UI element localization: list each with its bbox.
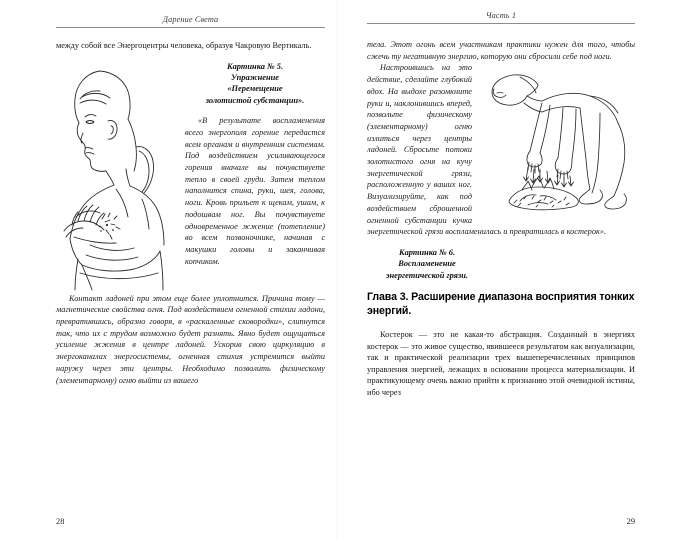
right-paragraph-2: Настроившись на это действие, сделайте глубокий вдох. На выдохе разомкните руки и, наклонившись вперед, позвольте физическому (элементарному) огню излиться через центры ладоней. Сбросьте потоки золотистого огня на кучу энергетической грязи, расположенную у ваших ног. Визуализируйте, как под воздействием сброшенной огненной субстанции кучка энергетической грязи воспламенилась и превратилась в костерок». <box>367 63 607 237</box>
bending-person-burning-dirt-illustration <box>480 63 635 213</box>
right-page <box>337 0 673 540</box>
left-lead-paragraph-block <box>56 40 325 52</box>
chapter-heading: Глава 3. Расширение диапазона восприятия тонких энергий. <box>367 291 635 317</box>
left-figure-and-quote <box>56 59 325 293</box>
right-page-number: 29 <box>626 517 635 526</box>
right-paragraph-3: Костерок — это не какая-то абстракция. Созданный в энергиях костерок — это живое существо, явившееся результатом как визуализации, так и практической реализации трех вышеперечисленных принципов управления энергией, лежащих в основании процесса материализации. И практикующему очень важно прийти к признанию этой очевидной истины, ибо через <box>367 329 635 397</box>
figure-6-caption-line-3: энергетической грязи. <box>386 270 468 280</box>
figure-5-caption-line-2: Упражнение <box>231 73 279 82</box>
figure-6-caption <box>367 247 487 281</box>
figure-6-caption-line-2: Воспламенение <box>398 259 456 269</box>
left-paragraph-2-block <box>56 293 325 387</box>
right-paragraph-1: тела. Этот огонь всем участникам практики нужен для того, чтобы сжечь ту негативную энергию, которую они сбросили себе под ноги. <box>367 40 635 61</box>
figure-5-caption-line-1: Картинка № 5. <box>226 61 284 71</box>
left-running-head: Дарение Света <box>162 15 219 24</box>
right-paragraph-3-block <box>367 329 635 399</box>
figure-5-caption-line-4: золотистой субстанции». <box>205 95 305 105</box>
right-running-head: Часть 1 <box>485 11 517 20</box>
left-quote-block <box>185 115 325 267</box>
right-paragraph-1-block <box>367 39 635 62</box>
left-quote-paragraph: «В результате воспламенения всего энергополя горение передастся всем органам и внутренним системам. Под воздействием усиливающегося горения вначале вы почувствуете тепло в своей груди. Затем теплом наполнится спина, руки, шея, голова, ноги. Кровь прильет к щекам, ушам, к подошвам ног. Вы почувствуете одновременное жжение (потепление) во всем позвоночнике, начиная с макушки головы и заканчивая копчиком. <box>185 116 325 266</box>
woman-hands-on-chest-illustration <box>56 59 176 291</box>
left-paragraph-2: Контакт ладоней при этом еще более уплотнится. Причина тому — магнетические свойства огня. Под воздействием огненной стихии ладони, превратившись, образно говоря, в «раскаленные сковородки», слипнутся так, что их с трудом возможно будет разнять. Явно будет ощущаться усиление жжения в центре ладоней. Ускорив свою циркуляцию в энергоканалах энергосистемы, огненная стихия устремится выйти наружу через эти центры. Необходимо позволить физическому (элементарному) огню выйти из вашего <box>56 293 325 385</box>
figure-5-caption <box>185 61 325 107</box>
figure-5-caption-line-3: «Перемещение <box>227 84 283 94</box>
left-lead-paragraph: между собой все Энергоцентры человека, образуя Чакровую Вертикаль. <box>56 41 312 50</box>
figure-6-caption-line-1: Картинка № 6. <box>398 247 456 257</box>
left-caption-and-quote <box>185 59 325 268</box>
chapter-heading-block <box>367 281 635 318</box>
right-figure-and-text <box>367 62 635 281</box>
left-page-number: 28 <box>56 517 65 526</box>
